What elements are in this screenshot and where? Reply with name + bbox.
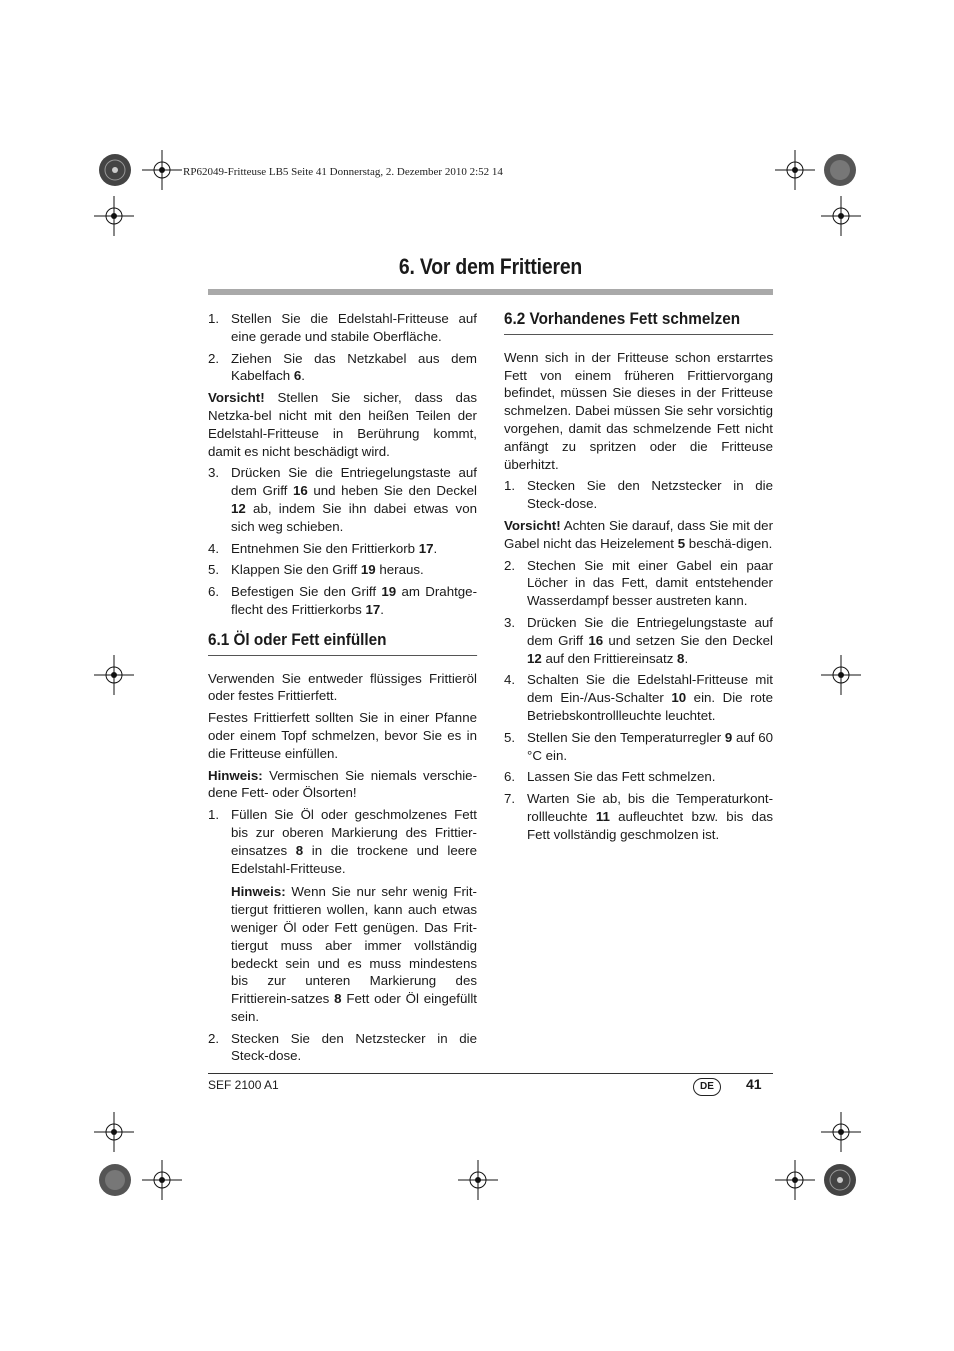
list-item: 7. Warten Sie ab, bis die Temperaturkont-rollleuchte 11 aufleuchtet bzw. bis das Fett vollständig geschmolzen ist.: [504, 791, 773, 842]
crosshair-mark-bottom-center: [458, 1160, 498, 1200]
list-item: 1. Stecken Sie den Netzstecker in die Steck-dose.: [504, 478, 773, 512]
list-item: 1. Füllen Sie Öl oder geschmolzenes Fett bis zur oberen Markierung des Frittier-einsatzes 8 in die trockene und leere Edelstahl-Fritteuse. Hinweis: Wenn Sie nur sehr wenig Frit-tiergut frittieren wollen, kann auch etwas weniger Öl oder Fett genügen. Das Frit-tiergut muss aber immer vollständig bedeckt sein und es muss mindestens bis zur unteren Markierung des Frittierein-satzes 8 Fett oder Öl eingefüllt sein.: [208, 807, 478, 1024]
left-column: [208, 310, 477, 1069]
paragraph: Wenn sich in der Fritteuse schon erstarrtes Fett von einem früheren Frittiervorgang befindet, müssen Sie dieses in der Fritteuse schmelzen. Dabei müssen Sie sehr vorsichtig vorgehen, damit das schmelzende Fett nicht anfängt zu spritzen oder die Fritteuse überhitzt.: [504, 349, 773, 472]
list-item: 2. Stecken Sie den Netzstecker in die Steck-dose.: [208, 1030, 477, 1064]
preparation-steps: [208, 310, 477, 385]
crosshair-mark-top-right-2: [821, 196, 861, 236]
list-item: 5. Stellen Sie den Temperaturregler 9 auf 60 °C ein.: [504, 729, 774, 763]
melting-steps: [504, 477, 773, 513]
footer-model: SEF 2100 A1: [208, 1078, 279, 1092]
registration-mark-top-right: [822, 152, 858, 188]
section-title-6-1: 6.1 Öl oder Fett einfüllen: [208, 631, 477, 656]
list-item: 2. Ziehen Sie das Netzkabel aus dem Kabelfach 6.: [208, 350, 477, 384]
crosshair-mark-bottom-right-2: [821, 1112, 861, 1152]
list-item: 6. Befestigen Sie den Griff 19 am Drahtge-flecht des Frittierkorbs 17.: [208, 584, 478, 617]
page-number: 41: [746, 1076, 762, 1092]
registration-mark-bottom-left: [97, 1162, 133, 1198]
list-item: 5. Klappen Sie den Griff 19 heraus.: [208, 562, 424, 578]
list-item: 2. Stechen Sie mit einer Gabel ein paar Löcher in das Fett, damit entstehender Wasserdampf besser austreten kann.: [504, 557, 773, 609]
paragraph: Festes Frittierfett sollten Sie in einer Pfanne oder einem Topf schmelzen, bevor Sie es in die Fritteuse einfüllen.: [208, 710, 477, 761]
crosshair-mark-bottom-left-1: [94, 1112, 134, 1152]
registration-mark-bottom-right: [822, 1162, 858, 1198]
footer-rule: [208, 1073, 773, 1074]
list-item: 4. Schalten Sie die Edelstahl-Fritteuse mit dem Ein-/Aus-Schalter 10 ein. Die rote Betriebskontrollleuchte leuchtet.: [504, 672, 773, 723]
melting-steps-cont: [504, 557, 773, 844]
crosshair-mark-top-left-1: [142, 150, 182, 190]
list-item: 3. Drücken Sie die Entriegelungstaste auf dem Griff 16 und heben Sie den Deckel 12 ab, indem Sie ihn dabei etwas von sich weg schieben.: [208, 465, 477, 534]
crosshair-mark-top-right-1: [775, 150, 815, 190]
list-item: 6. Lassen Sie das Fett schmelzen.: [504, 769, 716, 785]
hint-note: Hinweis: Wenn Sie nur sehr wenig Frit-tiergut frittieren wollen, kann auch etwas weniger Öl oder Fett genügen. Das Frit-tiergut muss aber immer vollständig bedeckt sein und es muss mindestens bis zur unteren Markierung des Frittierein-satzes 8 Fett oder Öl eingefüllt sein.: [231, 884, 478, 1024]
right-column: [504, 310, 773, 848]
filling-steps: [208, 806, 477, 1065]
crosshair-mark-mid-left: [94, 655, 134, 695]
title-bar: [208, 289, 773, 295]
list-item: 4. Entnehmen Sie den Frittierkorb 17.: [208, 540, 438, 556]
hint-note: Hinweis: Vermischen Sie niemals verschie-dene Fett- oder Ölsorten!: [208, 767, 477, 801]
section-title-6-2: 6.2 Vorhandenes Fett schmelzen: [504, 310, 773, 335]
list-item: 3. Drücken Sie die Entriegelungstaste auf dem Griff 16 und setzen Sie den Deckel 12 auf den Frittiereinsatz 8.: [504, 614, 773, 666]
caution-note: Vorsicht! Stellen Sie sicher, dass das Netzka-bel nicht mit den heißen Teilen der Edelstahl-Fritteuse in Berührung kommt, damit es nicht beschädigt wird.: [208, 390, 477, 459]
crosshair-mark-bottom-left-2: [142, 1160, 182, 1200]
crosshair-mark-bottom-right-1: [775, 1160, 815, 1200]
crosshair-mark-top-left-2: [94, 196, 134, 236]
list-item: 1. Stellen Sie die Edelstahl-Fritteuse auf eine gerade und stabile Oberfläche.: [208, 311, 477, 344]
registration-mark-top-left: [97, 152, 133, 188]
print-header: RP62049-Fritteuse LB5 Seite 41 Donnerstag, 2. Dezember 2010 2:52 14: [183, 166, 503, 178]
preparation-steps-cont: [208, 464, 477, 618]
paragraph: Verwenden Sie entweder flüssiges Frittieröl oder festes Frittierfett.: [208, 670, 477, 704]
crosshair-mark-mid-right: [821, 655, 861, 695]
language-badge: DE: [693, 1078, 721, 1096]
caution-note: Vorsicht! Achten Sie darauf, dass Sie mit der Gabel nicht das Heizelement 5 beschä-digen.: [504, 517, 773, 551]
chapter-title: 6. Vor dem Frittieren: [398, 254, 583, 279]
